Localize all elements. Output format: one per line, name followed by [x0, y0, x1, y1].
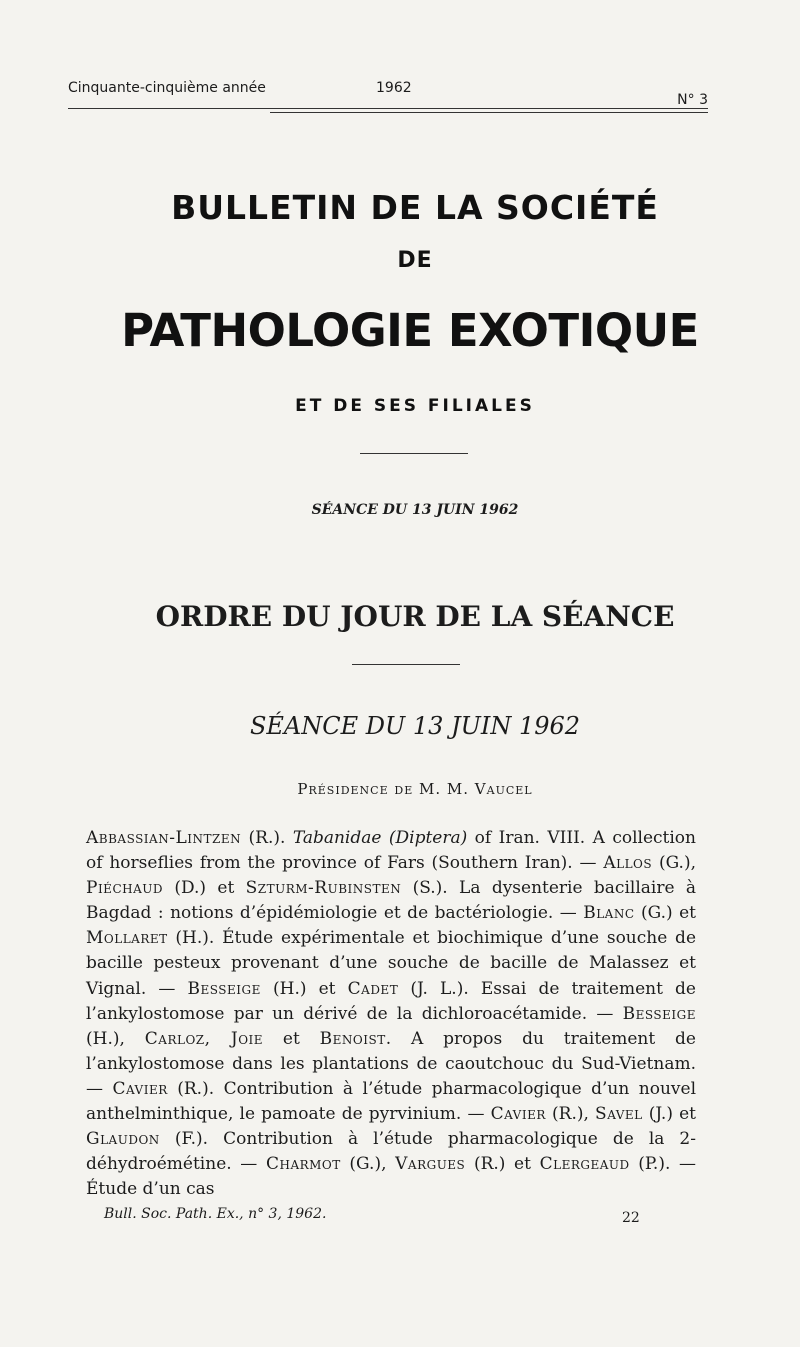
- body-text: . A propos du traitement de l’ankylostomose dans les plantations de caoutchouc du Sud-Vietnam. —: [86, 1028, 696, 1099]
- taxon-name: Tabanidae (Diptera): [292, 828, 468, 848]
- presidency-line: Présidence de M. M. Vaucel: [297, 780, 533, 798]
- body-text: (P.). — Étude d’un cas: [86, 1154, 697, 1200]
- author-name: Besseige: [187, 978, 261, 999]
- title-divider: [360, 453, 468, 454]
- seance-date-large: SÉANCE DU 13 JUIN 1962: [249, 712, 581, 740]
- title-line-3: PATHOLOGIE EXOTIQUE: [121, 304, 699, 357]
- page-number: 22: [622, 1210, 640, 1226]
- body-text: (R.),: [545, 1104, 596, 1125]
- body-text: (G.),: [340, 1154, 396, 1175]
- agenda-heading: ORDRE DU JOUR DE LA SÉANCE: [155, 600, 675, 633]
- body-text: et: [263, 1028, 320, 1049]
- author-name: Szturm-Rubinsten: [245, 878, 402, 899]
- body-text: (G.),: [652, 853, 696, 874]
- author-name: Cavier: [490, 1104, 546, 1125]
- author-name: Besseige: [622, 1003, 696, 1024]
- body-text: (R.). Contribution à l’étude pharmacologique d’un nouvel anthelminthique, le pamoate de pyrvinium. —: [86, 1078, 697, 1125]
- author-name: Savel: [595, 1104, 643, 1125]
- seance-date-small: SÉANCE DU 13 JUIN 1962: [311, 502, 519, 518]
- title-line-1: BULLETIN DE LA SOCIÉTÉ: [171, 188, 659, 227]
- author-name: Mollaret: [86, 928, 168, 949]
- volume-year-label: Cinquante-cinquième année: [68, 80, 266, 96]
- body-text: (J.) et: [642, 1104, 696, 1125]
- body-text: (S.). La dysenterie bacillaire à Bagdad : notions d’épidémiologie et de bactériologie. —: [86, 878, 696, 924]
- body-text: (R.).: [241, 828, 293, 848]
- author-name: Carloz, Joie: [144, 1028, 264, 1049]
- header-rule-bottom: [270, 112, 708, 113]
- author-name: Clergeaud: [539, 1154, 630, 1175]
- body-text: (H.),: [86, 1028, 145, 1049]
- agenda-divider: [352, 664, 460, 665]
- body-text: (J. L.). Essai de traitement de l’ankylostomose par un dérivé de la dichloroacétamide. —: [86, 978, 696, 1024]
- body-text: (R.) et: [465, 1154, 540, 1175]
- title-line-2: DE: [397, 248, 433, 273]
- body-text: (H.). Étude expérimentale et biochimique d’une souche de bacille pesteux provenant d’une souche de bacille de Malassez et Vignal. —: [86, 928, 696, 999]
- title-line-4: ET DE SES FILIALES: [295, 396, 535, 416]
- author-name: Charmot: [265, 1154, 341, 1175]
- author-name: Piéchaud: [86, 878, 163, 899]
- body-text: (F.). Contribution à l’étude pharmacologique de la 2-déhydroémétine. —: [86, 1129, 696, 1175]
- body-text: of Iran. VIII. A collection of horseflies from the province of Fars (Southern Iran). —: [86, 828, 696, 874]
- journal-citation: Bull. Soc. Path. Ex., n° 3, 1962.: [104, 1206, 327, 1222]
- author-name: Cadet: [347, 978, 399, 999]
- issue-number: N° 3: [677, 92, 708, 108]
- author-name: Glaudon: [86, 1129, 160, 1150]
- author-name: Blanc: [583, 903, 635, 924]
- publication-year: 1962: [376, 80, 412, 96]
- body-text: (G.) et: [634, 903, 697, 924]
- agenda-body: [86, 826, 696, 1202]
- author-name: Benoist: [319, 1028, 386, 1049]
- body-text: (H.) et: [260, 978, 348, 999]
- author-name: Cavier: [112, 1078, 168, 1099]
- body-text: (D.) et: [163, 878, 246, 899]
- header-rule-top: [68, 108, 708, 109]
- author-name: Vargues: [395, 1154, 466, 1175]
- masthead: [68, 80, 708, 108]
- author-name: Abbassian-Lintzen: [86, 828, 242, 848]
- author-name: Allos: [603, 853, 653, 874]
